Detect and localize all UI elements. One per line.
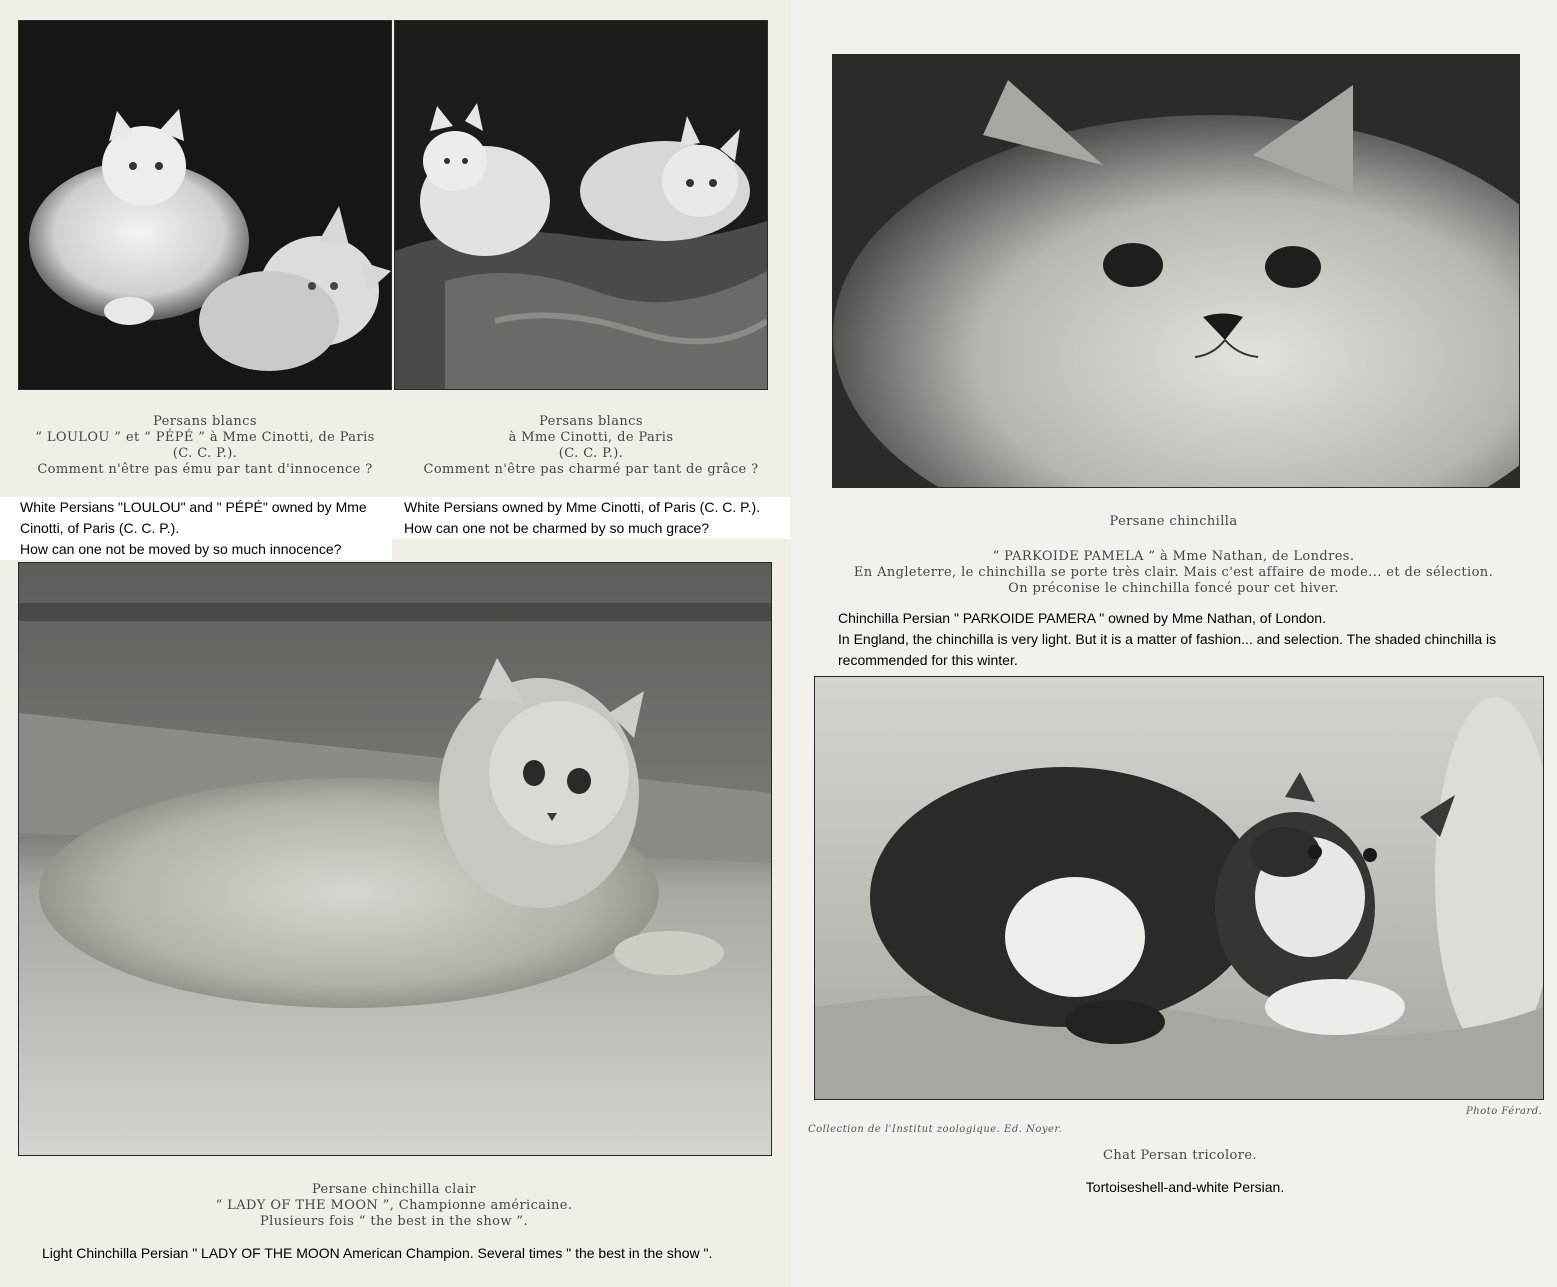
photo-white-persians-cinotti <box>394 20 768 390</box>
caption-fr-photo2: Persans blancs à Mme Cinotti, de Paris (C. C. P.). Comment n'être pas charmé par tant de grâce ? <box>423 414 759 477</box>
caption-fr-photo4-title: Persane chinchilla <box>1109 514 1238 529</box>
photo-parkoide-pamela <box>832 54 1520 488</box>
caption-fr-photo5: Chat Persan tricolore. <box>1103 1148 1257 1163</box>
caption-en-photo2: White Persians owned by Mme Cinotti, of Paris (C. C. P.). How can one not be charmed by so much grace? <box>392 497 790 539</box>
caption-fr-photo3: Persane chinchilla clair “ LADY OF THE MOON ”, Championne américaine. Plusieurs fois “ the best in the show ”. <box>215 1182 573 1229</box>
caption-fr-photo1: Persans blancs “ LOULOU ” et “ PÉPÉ ” à Mme Cinotti, de Paris (C. C. P.). Comment n'être pas ému par tant d'innocence ? <box>35 414 375 477</box>
caption-fr-photo4: “ PARKOIDE PAMELA ” à Mme Nathan, de Londres. En Angleterre, le chinchilla se porte très clair. Mais c'est affaire de mode... et de sélection. On préconise le chinchilla foncé pour cet hiver. <box>853 549 1494 596</box>
credit-collection: Collection de l'Institut zoologique. Ed. Noyer. <box>808 1124 1063 1135</box>
caption-en-photo4: Chinchilla Persian " PARKOIDE PAMERA " owned by Mme Nathan, of London. In England, the chinchilla is very light. But it is a matter of fashion... and selection. The shaded chinchilla is recommended for this winter. <box>838 610 1497 668</box>
caption-en-photo3: Light Chinchilla Persian " LADY OF THE MOON American Champion. Several times " the best in the show ". <box>42 1245 713 1261</box>
photo-lady-of-the-moon <box>18 562 772 1156</box>
photo-white-persians-loulou-pepe <box>18 20 392 390</box>
caption-en-photo1: White Persians "LOULOU" and " PÉPÉ" owned by Mme Cinotti, of Paris (C. C. P.). How can one not be moved by so much innocence? <box>0 497 392 560</box>
caption-en-photo5: Tortoiseshell-and-white Persian. <box>1085 1179 1285 1195</box>
credit-photo: Photo Férard. <box>1466 1106 1543 1117</box>
photo-tortoiseshell-persian <box>814 676 1544 1100</box>
